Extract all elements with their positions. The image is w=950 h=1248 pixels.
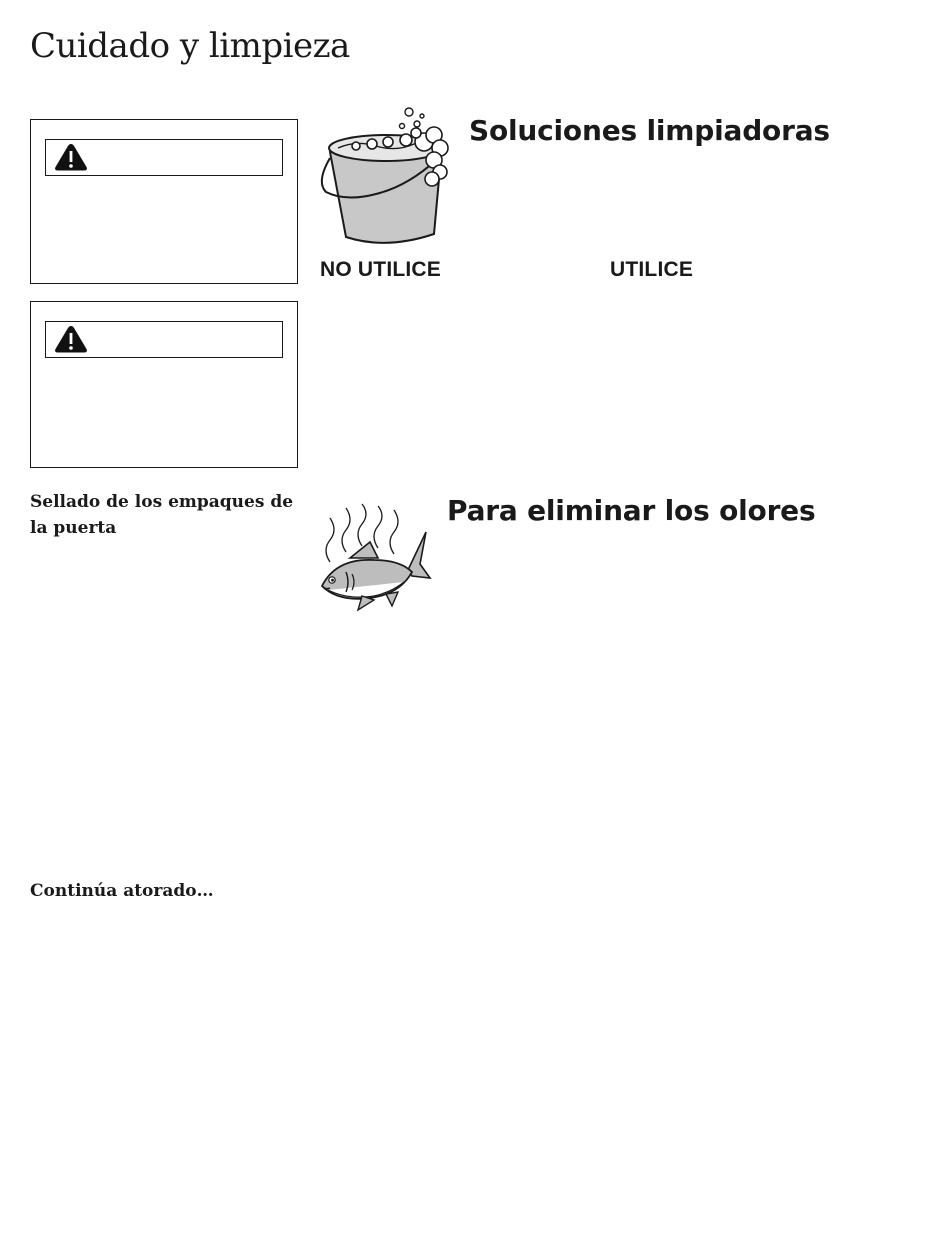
do-not-use-label: NO UTILICE bbox=[320, 258, 441, 281]
subheading-door-gasket: Sellado de los empaques de la puerta bbox=[30, 492, 294, 538]
continued-note: Continúa atorado… bbox=[30, 881, 214, 901]
warning-box bbox=[30, 301, 298, 468]
warning-header-bar bbox=[45, 321, 283, 358]
warning-triangle-icon bbox=[53, 324, 89, 354]
warning-box bbox=[30, 119, 298, 284]
page-title: Cuidado y limpieza bbox=[30, 26, 350, 66]
fish-icon bbox=[316, 502, 436, 614]
section-heading-soluciones: Soluciones limpiadoras bbox=[469, 114, 830, 147]
warning-triangle-icon bbox=[53, 142, 89, 172]
use-label: UTILICE bbox=[610, 258, 694, 281]
warning-header-bar bbox=[45, 139, 283, 176]
section-heading-olores: Para eliminar los olores bbox=[447, 494, 816, 527]
bucket-icon bbox=[316, 102, 456, 252]
